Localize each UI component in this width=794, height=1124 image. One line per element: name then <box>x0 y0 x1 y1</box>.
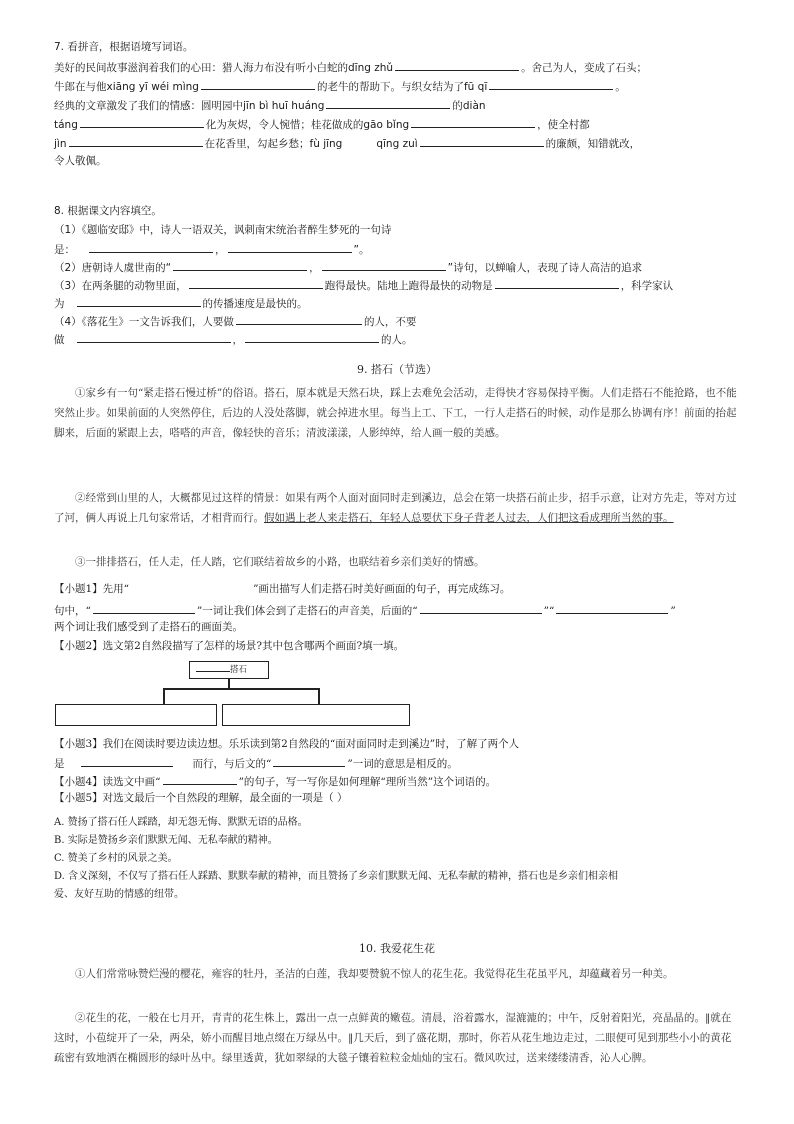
diagram-answer-box-right[interactable] <box>222 704 410 726</box>
q7-line-4 <box>54 116 590 132</box>
q8-text: ”诗句，以蝉喻人，表现了诗人高洁的追求 <box>447 262 643 274</box>
q8-text: 跑得最快。陆地上跑得最快的动物是 <box>324 280 493 292</box>
q9-paragraph-1: ①家乡有一句“紧走搭石慢过桥”的俗语。搭石，原本就是天然石块，踩上去难免会活动，走得快才容易保持平衡。人们走搭石不能抢路，也不能突然止步。如果前面的人突然停住，后边的人没处落脚，就会掉进水里。每当上工、下工，一行人走搭石的时候，动作是那么协调有序！前面的抬起脚来，后面的紧跟上去，嗒嗒的声音，像轻快的音乐；清波漾漾，人影绰绰，给人画一般的美感。 <box>54 387 737 439</box>
answer-blank[interactable] <box>495 277 619 289</box>
answer-blank[interactable] <box>273 755 345 767</box>
answer-blank[interactable] <box>173 259 307 271</box>
q7-text: 的老牛的帮助下。与织女结为了fū qī <box>316 81 488 93</box>
option-d[interactable]: D. 含义深刻，不仅写了搭石任人踩踏、默默奉献的精神，而且赞扬了乡亲们默默无闻、无私奉献的精神，搭石也是乡亲们相亲相 <box>54 871 619 882</box>
q9-text: 【小题4】读选文中画“ <box>54 776 161 788</box>
q7-text: 化为灰烬，令人惋惜；桂花做成的gāo bǐng <box>205 119 410 131</box>
q8-line-3 <box>54 259 642 275</box>
q9-text: ”“ <box>543 605 555 617</box>
q7-text: 在花香里，勾起乡愁；fù jīng <box>204 138 343 150</box>
diagram-label: 搭石 <box>230 665 248 675</box>
q7-line-3 <box>54 97 486 113</box>
q9-text: ”一词让我们体会到了走搭石的声音美，后面的“ <box>196 605 418 617</box>
q8-text: ”。 <box>353 244 370 256</box>
q10-title: 10. 我爱花生花 <box>359 942 435 955</box>
q8-text: ， <box>232 334 243 346</box>
q9-text: ”画出描写人们走搭石时美好画面的句子，再完成练习。 <box>253 583 511 595</box>
q9-text: ②经常到山里的人，大概都见过这样的情景：如果有两个人面对面同时走到溪边，总会在第一块搭石前止步，招手示意，让对方先走，等对方过了河，俩人再说上几句家常话，才相背而行。 <box>54 492 737 524</box>
q8-line-5 <box>54 295 308 311</box>
q9-sub3-line-2 <box>54 755 458 771</box>
q10-paragraph-1: ①人们常常咏赞烂漫的樱花，雍容的牡丹，圣洁的白莲，我却要赞貌不惊人的花生花。我觉得花生花虽平凡，却蕴藏着另一种美。 <box>75 968 674 980</box>
q9-paragraph-2 <box>54 488 740 528</box>
q7-text: 的diàn <box>452 100 486 112</box>
q8-text: 的传播速度是最快的。 <box>202 298 308 310</box>
q9-text: ”一词的意思是相反的。 <box>347 758 458 770</box>
q8-text: 的人。 <box>381 334 413 346</box>
answer-blank[interactable] <box>489 78 613 90</box>
answer-blank[interactable] <box>196 662 230 672</box>
q9-sub1-line-3: 两个词让我们感受到了走搭石的画面美。 <box>54 621 243 633</box>
q7-text: 牛郎在与他xiāng yī wéi mìng <box>54 81 199 93</box>
connector-line <box>163 688 165 705</box>
diagram-answer-box-left[interactable] <box>55 704 217 726</box>
q8-line-4 <box>54 277 673 293</box>
option-d-line-2: 爱、友好互助的情感的纽带。 <box>54 889 184 900</box>
answer-blank[interactable] <box>69 135 203 147</box>
q7-text: ，使全村都 <box>537 119 590 131</box>
q9-text: 【小题1】先用“ <box>54 583 130 595</box>
q8-text: ，科学家认 <box>620 280 674 292</box>
q7-text: jìn <box>54 138 67 150</box>
q7-text: qīng zuì <box>376 138 418 150</box>
answer-blank[interactable] <box>201 78 315 90</box>
q7-line-6: 令人敬佩。 <box>54 155 107 167</box>
q9-text: 是 <box>54 758 65 770</box>
answer-blank[interactable] <box>81 755 173 767</box>
q9-sub5: 【小题5】对选文最后一个自然段的理解，最全面的一项是（ ） <box>54 792 348 804</box>
q8-text: （2）唐朝诗人虞世南的“ <box>54 262 172 274</box>
q9-text: 句中，“ <box>54 605 91 617</box>
q9-sub4 <box>54 773 496 789</box>
answer-blank[interactable] <box>189 277 323 289</box>
q7-title: 7. 看拼音，根据语境写词语。 <box>54 41 194 53</box>
q8-title: 8. 根据课文内容填空。 <box>54 205 162 217</box>
q8-line-2 <box>54 241 369 257</box>
q7-text: 。舍己为人，变成了石头； <box>521 62 648 74</box>
answer-blank[interactable] <box>236 313 362 325</box>
q7-line-5 <box>54 135 640 151</box>
q7-text: 。 <box>615 81 626 93</box>
q8-text: 是： <box>54 244 75 256</box>
answer-blank[interactable] <box>420 602 542 614</box>
q7-line-1 <box>54 59 647 75</box>
q9-paragraph-3: ③一排排搭石，任人走，任人踏，它们联结着故乡的小路，也联结着乡亲们美好的情感。 <box>75 556 485 568</box>
q7-text: 经典的文章激发了我们的情感：圆明园中jīn bì huī huáng <box>54 100 325 112</box>
answer-blank[interactable] <box>77 331 231 343</box>
answer-blank[interactable] <box>411 116 535 128</box>
answer-blank[interactable] <box>326 97 450 109</box>
q9-sub1 <box>54 582 510 596</box>
q9-text: ”的句子，写一写你是如何理解“理所当然”这个词语的。 <box>238 776 497 788</box>
answer-blank[interactable] <box>420 135 544 147</box>
underlined-sentence: 假如遇上老人来走搭石，年轻人总要伏下身子背老人过去，人们把这看成理所当然的事。 <box>264 512 674 524</box>
q8-text: 做 <box>54 334 65 346</box>
connector-line <box>318 688 320 705</box>
q9-sub2: 【小题2】选文第2自然段描写了怎样的场景?其中包含哪两个画面?填一填。 <box>54 640 405 652</box>
q7-text: 美好的民间故事滋润着我们的心田：猎人海力布没有听小白蛇的dīng zhǔ <box>54 62 394 74</box>
answer-blank[interactable] <box>93 602 195 614</box>
answer-blank[interactable] <box>228 241 352 253</box>
q9-sub3: 【小题3】我们在阅读时要边读边想。乐乐读到第2自然段的“面对面同时走到溪边”时，了解了两个人 <box>54 738 520 750</box>
q8-text: 的人，不要 <box>363 316 417 328</box>
option-b[interactable]: B. 实际是赞扬乡亲们默默无闻、无私奉献的精神。 <box>54 835 278 846</box>
q10-paragraph-2: ②花生的花，一般在七月开，青青的花生株上，露出一点一点鲜黄的嫩苞。清晨，浴着露水，湿漉漉的；中午，反射着阳光，亮晶晶的。‖就在这时，小苞绽开了一朵，两朵，娇小而醒目地点缀在万绿丛中。‖几天后，到了盛花期，那时，你若从花生地边走过，二眼便可见到那些小小的黄花疏密有致地洒在椭圆形的绿叶丛中。绿里透黄，犹如翠绿的大毯子镶着粒粒金灿灿的宝石。微风吹过，送来缕缕清香，沁人心脾。 <box>54 1012 732 1064</box>
q7-line-2 <box>54 78 626 94</box>
q8-text: （3）在两条腿的动物里面， <box>54 280 187 292</box>
option-c[interactable]: C. 赞美了乡村的风景之美。 <box>54 853 178 864</box>
q8-text: ， <box>309 262 320 274</box>
answer-blank[interactable] <box>77 295 201 307</box>
answer-blank[interactable] <box>245 331 379 343</box>
q8-text: ， <box>215 244 226 256</box>
q9-title: 9. 搭石（节选） <box>357 363 437 376</box>
connector-line <box>163 688 319 690</box>
q8-line-7 <box>54 331 413 347</box>
q8-line-1: （1）《题临安邸》中，诗人一语双关，讽刺南宋统治者醉生梦死的一句诗 <box>54 224 392 236</box>
answer-blank[interactable] <box>395 59 519 71</box>
q7-text: táng <box>54 119 78 131</box>
answer-blank[interactable] <box>556 602 668 614</box>
q8-text: （4）《落花生》一文告诉我们，人要做 <box>54 316 234 328</box>
option-a[interactable]: A. 赞扬了搭石任人踩踏，却无怨无悔、默默无语的品格。 <box>54 817 308 828</box>
q8-text: 为 <box>54 298 65 310</box>
q7-text: 的廉颇，知错就改， <box>545 138 641 150</box>
q9-text: 而行，与后文的“ <box>192 758 272 770</box>
answer-blank[interactable] <box>80 116 204 128</box>
answer-blank[interactable] <box>163 773 237 785</box>
diagram-top-box <box>189 661 269 679</box>
answer-blank[interactable] <box>89 241 213 253</box>
answer-blank[interactable] <box>322 259 446 271</box>
q8-line-6 <box>54 313 416 329</box>
q9-text: ” <box>670 605 676 617</box>
q9-sub1-line-2 <box>54 602 676 618</box>
